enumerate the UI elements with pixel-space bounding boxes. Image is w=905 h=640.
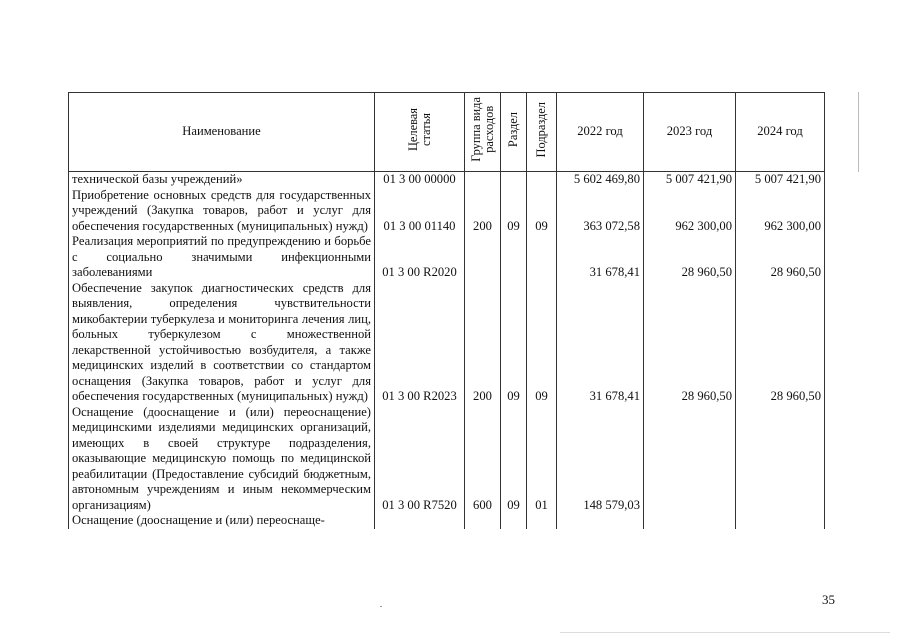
budget-table — [68, 92, 825, 529]
row-code: 01 3 00 01140 — [375, 188, 465, 235]
row-group — [465, 513, 501, 529]
row-2024: 28 960,50 — [736, 234, 825, 281]
row-2022: 148 579,03 — [557, 405, 644, 514]
row-group — [465, 234, 501, 281]
row-section: 09 — [501, 281, 527, 405]
row-name: Приобретение основных средств для государственных учреждений (Закупка товаров, работ и услуг для обеспечения государственных (муниципальных) нужд) — [69, 188, 375, 235]
header-section: Раздел — [501, 93, 527, 172]
table-row — [69, 513, 825, 529]
row-2022: 5 602 469,80 — [557, 172, 644, 188]
row-code: 01 3 00 R7520 — [375, 405, 465, 514]
row-code: 01 3 00 00000 — [375, 172, 465, 188]
page-number: 35 — [822, 592, 835, 607]
row-group: 600 — [465, 405, 501, 514]
row-code: 01 3 00 R2020 — [375, 234, 465, 281]
row-subsection: 09 — [527, 188, 557, 235]
row-2022: 363 072,58 — [557, 188, 644, 235]
row-2022 — [557, 513, 644, 529]
row-2022: 31 678,41 — [557, 281, 644, 405]
row-2024: 5 007 421,90 — [736, 172, 825, 188]
row-section — [501, 172, 527, 188]
table-header-row — [69, 93, 825, 172]
row-section — [501, 513, 527, 529]
row-code — [375, 513, 465, 529]
table-row — [69, 405, 825, 514]
row-2024: 28 960,50 — [736, 281, 825, 405]
row-subsection — [527, 513, 557, 529]
row-name: Оснащение (дооснащение и (или) переоснаще- — [69, 513, 375, 529]
row-2023 — [644, 513, 736, 529]
header-subsection: Подраздел — [527, 93, 557, 172]
header-expense-group: Группа вида расходов — [465, 93, 501, 172]
row-name: Оснащение (дооснащение и (или) переоснащение) медицинскими изделиями медицинских организаций, имеющих в своей структуре подразделения, оказывающие медицинскую помощь по медицинской реабилитации (Предоставление субсидий бюджетным, автономным учреждениям и иным некоммерческим организациям) — [69, 405, 375, 514]
row-2023: 28 960,50 — [644, 234, 736, 281]
row-2024: 962 300,00 — [736, 188, 825, 235]
row-2023 — [644, 405, 736, 514]
row-2024 — [736, 513, 825, 529]
table-row — [69, 172, 825, 188]
row-2024 — [736, 405, 825, 514]
table-row — [69, 281, 825, 405]
row-subsection — [527, 234, 557, 281]
scan-speck — [380, 606, 382, 607]
header-2023: 2023 год — [644, 93, 736, 172]
row-section: 09 — [501, 405, 527, 514]
scan-edge-line — [858, 92, 859, 172]
scan-faint-line — [560, 632, 890, 633]
row-subsection — [527, 172, 557, 188]
row-name: Обеспечение закупок диагностических средств для выявления, определения чувствительности микобактерии туберкулеза и мониторинга лечения лиц, больных туберкулезом с множественной лекарственной устойчивостью возбудителя, а также медицинских изделий в соответствии со стандартом оснащения (Закупка товаров, работ и услуг для обеспечения государственных (муниципальных) нужд) — [69, 281, 375, 405]
header-2024: 2024 год — [736, 93, 825, 172]
row-2023: 28 960,50 — [644, 281, 736, 405]
row-section: 09 — [501, 188, 527, 235]
table-row — [69, 188, 825, 235]
row-group — [465, 172, 501, 188]
row-group: 200 — [465, 281, 501, 405]
header-name: Наименование — [69, 93, 375, 172]
row-name: технической базы учреждений» — [69, 172, 375, 188]
row-code: 01 3 00 R2023 — [375, 281, 465, 405]
table-row — [69, 234, 825, 281]
row-2023: 5 007 421,90 — [644, 172, 736, 188]
row-subsection: 01 — [527, 405, 557, 514]
header-target-article: Целевая статья — [375, 93, 465, 172]
row-name: Реализация мероприятий по предупреждению и борьбе с социально значимыми инфекционными заболеваниями — [69, 234, 375, 281]
header-2022: 2022 год — [557, 93, 644, 172]
row-2023: 962 300,00 — [644, 188, 736, 235]
row-subsection: 09 — [527, 281, 557, 405]
row-2022: 31 678,41 — [557, 234, 644, 281]
row-section — [501, 234, 527, 281]
row-group: 200 — [465, 188, 501, 235]
